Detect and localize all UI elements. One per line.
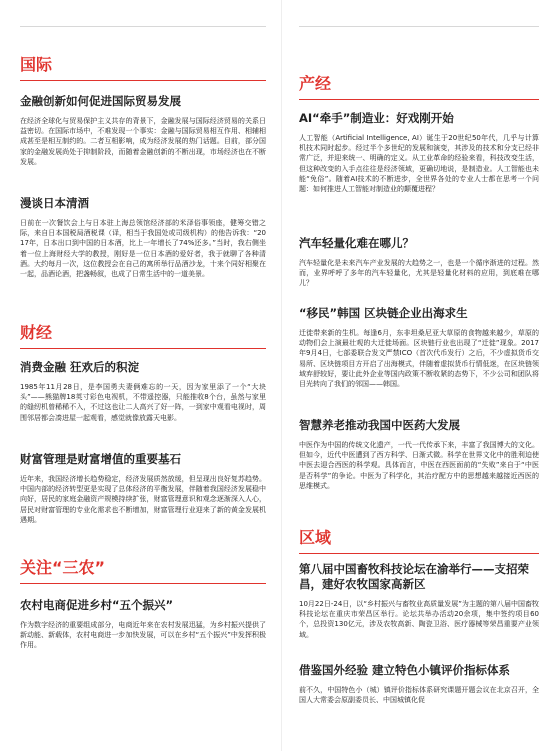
section-title: 财经 bbox=[20, 323, 53, 342]
article-title[interactable]: AI“牵手”制造业：好戏刚开始 bbox=[299, 111, 454, 125]
section-agriculture bbox=[20, 558, 266, 584]
article-sake[interactable] bbox=[20, 196, 266, 279]
section-industry bbox=[299, 74, 539, 100]
article-title[interactable]: 农村电商促进乡村“五个振兴” bbox=[20, 598, 174, 612]
article-title[interactable]: 消费金融 狂欢后的积淀 bbox=[20, 360, 140, 374]
article-title[interactable]: 财富管理是财富增值的重要基石 bbox=[20, 452, 181, 466]
article-body: 前不久，中国特色小（城）镇评价指标体系研究课题开题会议在北京召开，全国人大常委会原副委员长、中国城镇化促 bbox=[299, 686, 539, 705]
article-title[interactable]: 漫谈日本清酒 bbox=[20, 196, 89, 210]
section-title: 关注“三农” bbox=[20, 558, 106, 577]
section-rule bbox=[299, 553, 539, 554]
article-title[interactable]: 借鉴国外经验 建立特色小镇评价指标体系 bbox=[299, 663, 511, 677]
article-consumer-finance[interactable] bbox=[20, 360, 266, 423]
article-finance-trade[interactable] bbox=[20, 94, 266, 167]
article-title[interactable]: 金融创新如何促进国际贸易发展 bbox=[20, 94, 181, 108]
article-body: 作为数字经济的重要组成部分，电商近年来在农村发展迅猛，为乡村振兴提供了新动能、新载体，农村电商进一步加快发展，可以在乡村“五个振兴”中发挥积极作用。 bbox=[20, 621, 266, 650]
section-rule bbox=[299, 99, 539, 100]
article-blockchain-korea[interactable] bbox=[299, 306, 539, 389]
section-title: 区域 bbox=[299, 528, 332, 547]
article-lightweight-cars[interactable] bbox=[299, 236, 539, 289]
top-rule-right bbox=[299, 26, 539, 27]
article-body: 近年来，我国经济增长趋势稳定，经济发展质然放缓，但呈现出良好复苏趋势。中国内部的经济转型更是实现了总体经济的平衡发展，伴随着我国经济发展稳中向好，居民的家庭金融资产规模持续扩张，财富管理意识和观念逐渐深入人心，居民对财富管理的专业化需求也不断增加，财富管理行业迎来了新的黄金发展机遇期。 bbox=[20, 475, 266, 524]
article-title[interactable]: 汽车轻量化难在哪儿？ bbox=[299, 236, 414, 250]
section-regional bbox=[299, 528, 539, 554]
top-rule-left bbox=[20, 26, 266, 27]
section-rule bbox=[20, 348, 266, 349]
article-body: 日前在一次餐饮会上与日本驻上海总领馆经济部的米泽俗事领座，健筹交错之际，来自日本国税局酒税课（译，相当于我国处或司级机构）的他告诉我：“2017年，日本出口到中国的日本酒，比上一年增长了74%还多。”当时，我右侧坐着一位上海财经大学的教授，刚好是一位日本酒的爱好者，我于就聊了各种清酒。大约每月一次，这位教授会在自己的寓所举行品酒沙龙，十来个同好相聚在一起，品酒论酒，把盏畅叙，也成了日常生活中的一道美景。 bbox=[20, 219, 266, 279]
article-body: 10月22日-24日，以“乡村振兴与畜牧业高质量发展”为主题的第八届中国畜牧科技论坛在重庆市荣昌区举行。论坛共举办活动20余项，集中签约项目60个，总投资130亿元，涉及农牧高新、陶瓷卫浴、医疗器械等荣昌重要产业领域。 bbox=[299, 600, 539, 639]
article-livestock-forum[interactable] bbox=[299, 562, 539, 640]
article-body: 中医作为中国的传统文化遗产，一代一代传承下来，丰富了我国博大的文化。但如今，近代中医遭到了西方科学、日渐式微。科学在世界文化中的胜利迫使中医去迎合西医的科学观。具体而言，中医在西医面前的“失败”来自于“中医是否科学”的争论。中医为了科学化，其治疗配方中的思想越来越接近西医的思维模式。 bbox=[299, 441, 539, 490]
section-title: 产经 bbox=[299, 74, 332, 93]
article-wealth-management[interactable] bbox=[20, 452, 266, 525]
article-rural-ecommerce[interactable] bbox=[20, 598, 266, 651]
section-title: 国际 bbox=[20, 55, 53, 74]
section-rule bbox=[20, 583, 266, 584]
article-body: 1985年11月28日，是李国勇夫妻俩难忘的一天，因为家里添了一个“大块头”——熊猫牌18英寸彩色电视机，不带遥控器，只能推收8个台，虽然与家里的缝纫机曾稀稀不入，不过这也让二人高兴了好一阵，一到家中观看电视时，周围邻居都会凑进屋一起观看，感觉就像放露天电影。 bbox=[20, 383, 266, 422]
article-body: 迁徙带来新的生机。每逢6月，东非坦桑尼亚大草原的食物越来越少，草原的动物们会上演最壮观的大迁徙场面。区块链行业也出现了“迁徙”现象。2017年9月4日，七部委联合发文严禁ICO（首次代币发行）之后，不少虚拟货币交易所、区块链项目方开启了出海模式，伴随着虚拟货币行情低迷，在区块链领域弃舒较好，要让此外企业等国内政策不断收紧的态势下，不少公司和团队将目光转向了我们的邻国——韩国。 bbox=[299, 329, 539, 389]
article-title[interactable]: 第八届中国畜牧科技论坛在渝举行——支招荣昌，建好农牧国家高新区 bbox=[299, 562, 529, 591]
column-divider bbox=[281, 0, 282, 751]
article-title[interactable]: 智慧养老推动我国中医药大发展 bbox=[299, 418, 460, 432]
article-body: 在经济全球化与贸易保护主义共存的背景下，金融发展与国际经济贸易的关系日益密切。在国际市场中，不难发现一个事实：金融与国际贸易相互作用、相辅相成甚至是相互制约的。二者互相影响，成为经济发展的热门话题。目前，部分国家的金融发展尚处于抑制阶段，而随着金融创新的不断出现，市场经济也在不断发展。 bbox=[20, 117, 266, 166]
section-rule bbox=[20, 80, 266, 81]
article-body: 汽车轻量化是未来汽车产业发展的大趋势之一，也是一个循序渐进的过程。然而，业界呼呼了多年的汽车轻量化，尤其是轻量化材料的应用，到底难在哪儿？ bbox=[299, 259, 539, 288]
article-body: 人工智能（Artificial Intelligence, AI）诞生于20世纪50年代，几乎与计算机技术同时起步。经过半个多世纪的发展和演变，其涉及的技术和分支已经非常广泛，并迎来统一、明确的定义。从工业革命的经验来看，科技改变生活，但这种改变的入手点往往是经济领域，更确切地说，是制造业。人工智能也未能“免俗”。随着AI技术的不断进步，全世界各处的专业人士都在思考一个问题：如何推进人工智能对制造业的颠覆进程？ bbox=[299, 134, 539, 194]
article-smart-elderly-care[interactable] bbox=[299, 418, 539, 491]
section-international bbox=[20, 55, 266, 81]
article-ai-manufacturing[interactable] bbox=[299, 111, 539, 194]
article-title[interactable]: “移民”韩国 区块链企业出海求生 bbox=[299, 306, 468, 320]
section-finance bbox=[20, 323, 266, 349]
article-characteristic-towns[interactable] bbox=[299, 663, 539, 705]
